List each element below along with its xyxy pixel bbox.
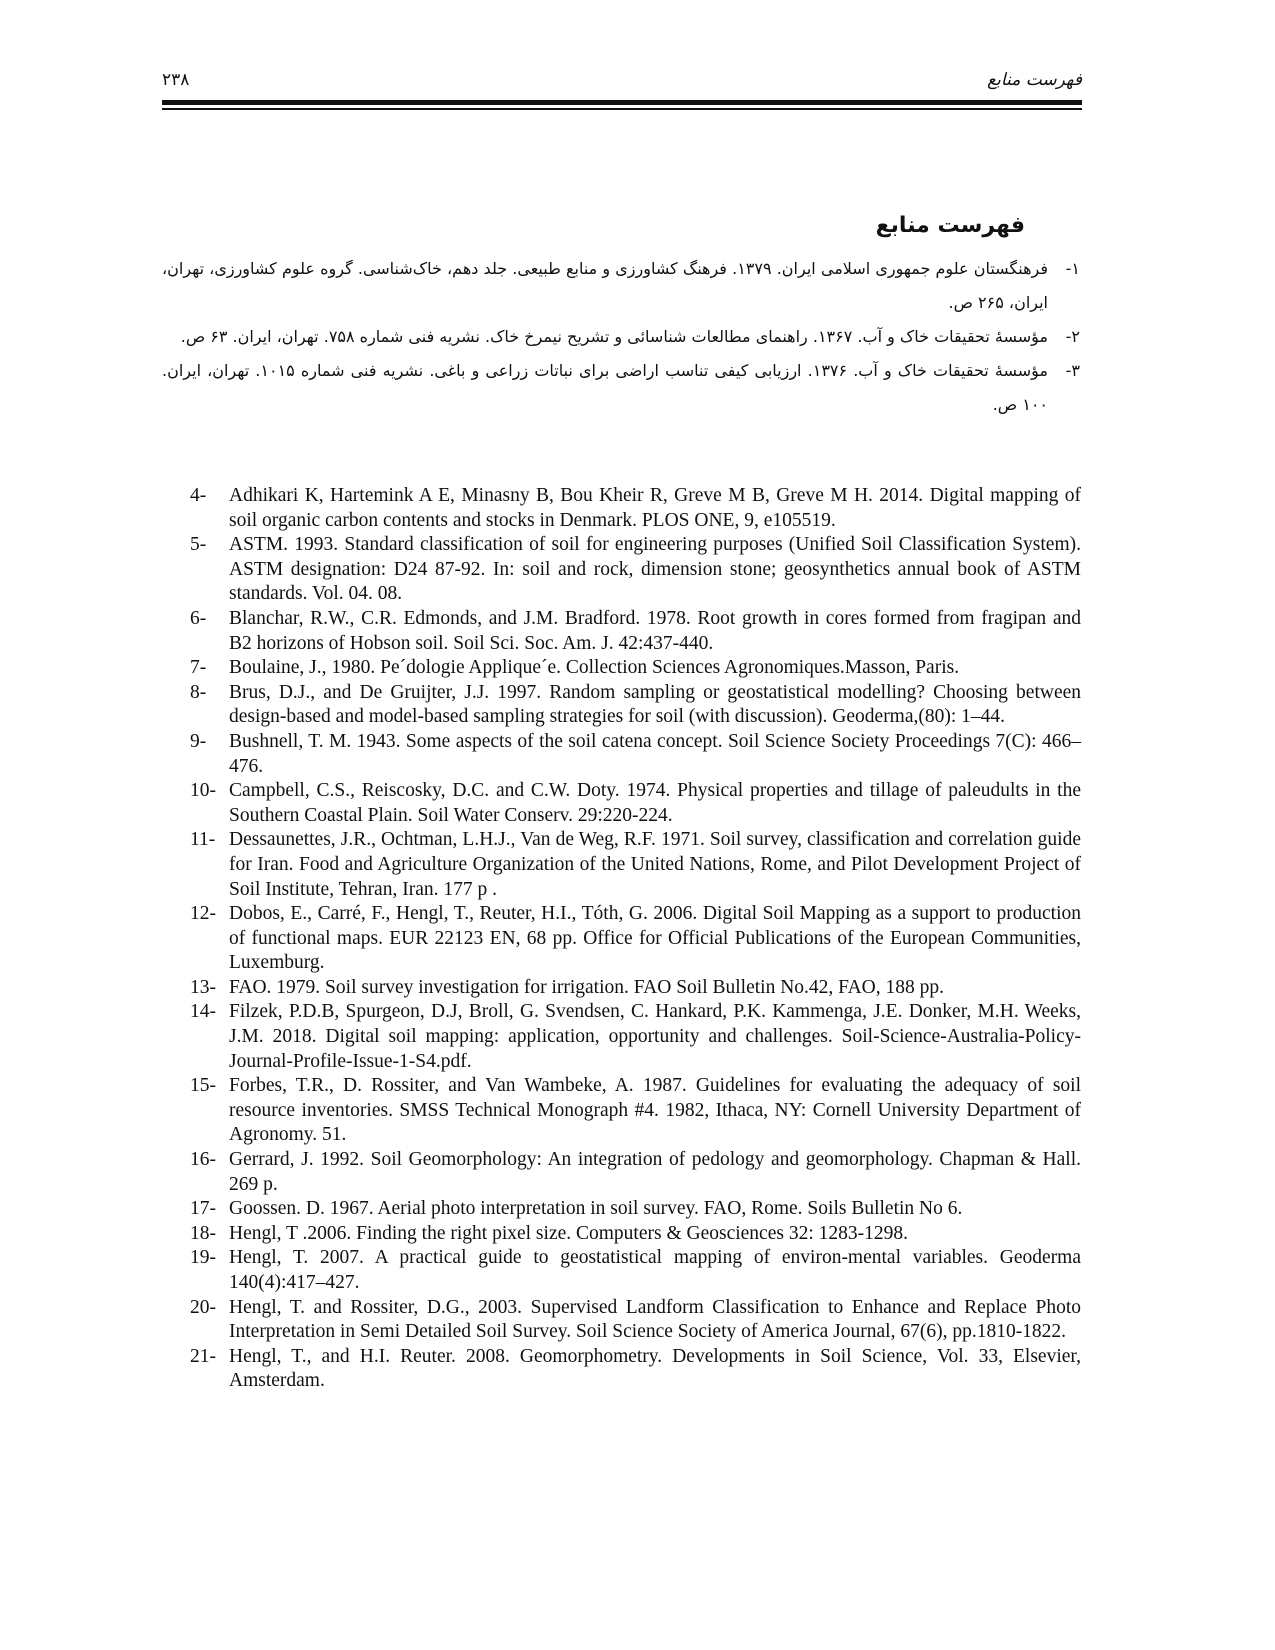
reference-text: Blanchar, R.W., C.R. Edmonds, and J.M. Bradford. 1978. Root growth in cores formed from fragipan and B2 horizons of Hobson soil. Soil Sci. Soc. Am. J. 42:437-440. bbox=[229, 607, 1081, 654]
reference-number: 13- bbox=[190, 976, 216, 998]
reference-number: 7- bbox=[190, 657, 207, 679]
reference-text: Hengl, T .2006. Finding the right pixel size. Computers & Geosciences 32: 1283-1298. bbox=[229, 1222, 908, 1244]
reference-text: Gerrard, J. 1992. Soil Geomorphology: An integration of pedology and geomorphology. Chapman & Hall. 269 p. bbox=[229, 1149, 1081, 1195]
reference-number: 10- bbox=[190, 780, 216, 802]
reference-item bbox=[190, 1222, 1081, 1247]
running-header bbox=[162, 70, 1082, 92]
reference-item bbox=[162, 354, 1080, 422]
reference-number: 9- bbox=[190, 730, 207, 752]
header-rule-thick bbox=[162, 100, 1082, 105]
reference-item bbox=[190, 1148, 1081, 1197]
reference-item bbox=[190, 1345, 1081, 1394]
reference-item bbox=[190, 1197, 1081, 1222]
reference-text: Hengl, T., and H.I. Reuter. 2008. Geomorphometry. Developments in Soil Science, Vol. 33, Elsevier, Amsterdam. bbox=[229, 1345, 1081, 1392]
reference-item bbox=[190, 607, 1081, 656]
reference-item bbox=[190, 1000, 1081, 1074]
reference-text: ASTM. 1993. Standard classification of soil for engineering purposes (Unified Soil Classification System). ASTM designation: D24 87-92. In: soil and rock, dimension stone; geosynthetics annual book of ASTM standards. Vol. 04. 08. bbox=[229, 534, 1081, 605]
reference-text: Forbes, T.R., D. Rossiter, and Van Wambeke, A. 1987. Guidelines for evaluating the adequacy of soil resource inventories. SMSS Technical Monograph #4. 1982, Ithaca, NY: Cornell University Department of Agronomy. 51. bbox=[229, 1075, 1081, 1146]
reference-number: 11- bbox=[190, 829, 216, 851]
reference-number: 14- bbox=[190, 1001, 216, 1023]
english-reference-list bbox=[190, 484, 1081, 1394]
reference-item bbox=[190, 533, 1081, 607]
persian-reference-list bbox=[162, 252, 1080, 422]
reference-number: 12- bbox=[190, 903, 216, 925]
reference-item bbox=[190, 976, 1081, 1001]
reference-item bbox=[190, 828, 1081, 902]
reference-text: Dobos, E., Carré, F., Hengl, T., Reuter, H.I., Tóth, G. 2006. Digital Soil Mapping as a support to production of functional maps. EUR 22123 EN, 68 pp. Office for Official Publications of the European Communities, Luxemburg. bbox=[229, 903, 1081, 974]
reference-item bbox=[190, 1074, 1081, 1148]
reference-number: 19- bbox=[190, 1247, 216, 1269]
reference-item bbox=[190, 779, 1081, 828]
reference-number: 20- bbox=[190, 1296, 216, 1318]
reference-number: ۲- bbox=[1065, 327, 1080, 346]
reference-number: 8- bbox=[190, 681, 207, 703]
reference-text: Dessaunettes, J.R., Ochtman, L.H.J., Van de Weg, R.F. 1971. Soil survey, classification and correlation guide for Iran. Food and Agriculture Organization of the United Nations, Rome, and Pilot Development Project of Soil Institute, Tehran, Iran. 177 p . bbox=[229, 829, 1081, 900]
reference-number: 21- bbox=[190, 1345, 216, 1367]
reference-number: ۱- bbox=[1065, 259, 1080, 278]
reference-item bbox=[190, 730, 1081, 779]
section-title: فهرست منابع bbox=[875, 213, 1025, 238]
reference-number: 6- bbox=[190, 607, 207, 629]
reference-text: Bushnell, T. M. 1943. Some aspects of the soil catena concept. Soil Science Society Proceedings 7(C): 466–476. bbox=[229, 730, 1081, 777]
reference-item bbox=[162, 320, 1080, 354]
reference-item bbox=[190, 656, 1081, 681]
reference-item bbox=[190, 1246, 1081, 1295]
reference-text: Goossen. D. 1967. Aerial photo interpretation in soil survey. FAO, Rome. Soils Bulletin No 6. bbox=[229, 1198, 963, 1220]
reference-text: Filzek, P.D.B, Spurgeon, D.J, Broll, G. Svendsen, C. Hankard, P.K. Kammenga, J.E. Donker, M.H. Weeks, J.M. 2018. Digital soil mapping: application, opportunity and challenges. Soil-Science-Australia-Policy-Journal-Profile-Issue-1-S4.pdf. bbox=[229, 1001, 1081, 1072]
reference-number: 5- bbox=[190, 534, 207, 556]
reference-item bbox=[190, 681, 1081, 730]
reference-number: 15- bbox=[190, 1075, 216, 1097]
reference-text: فرهنگستان علوم جمهوری اسلامی ایران. ۱۳۷۹. فرهنگ کشاورزی و منابع طبیعی. جلد دهم، خاک‌شناسی. گروه علوم کشاورزی، تهران، ایران، ۲۶۵ ص. bbox=[162, 259, 1049, 312]
reference-item bbox=[190, 484, 1081, 533]
reference-item bbox=[190, 902, 1081, 976]
reference-number: 4- bbox=[190, 485, 207, 506]
reference-text: FAO. 1979. Soil survey investigation for irrigation. FAO Soil Bulletin No.42, FAO, 188 pp. bbox=[229, 976, 944, 998]
reference-text: Adhikari K, Hartemink A E, Minasny B, Bou Kheir R, Greve M B, Greve M H. 2014. Digital mapping of soil organic carbon contents and stocks in Denmark. PLOS ONE, 9, e105519. bbox=[229, 485, 1081, 531]
reference-number: ۳- bbox=[1065, 361, 1080, 380]
reference-number: 18- bbox=[190, 1222, 216, 1244]
reference-number: 16- bbox=[190, 1149, 216, 1171]
reference-item bbox=[190, 1296, 1081, 1345]
reference-text: مؤسسهٔ تحقیقات خاک و آب. ۱۳۷۶. ارزیابی کیفی تناسب اراضی برای نباتات زراعی و باغی. نشریه فنی شماره ۱۰۱۵. تهران، ایران. ۱۰۰ ص. bbox=[162, 361, 1048, 414]
reference-item bbox=[162, 252, 1080, 320]
header-rule-thin bbox=[162, 108, 1082, 110]
page-number: ۲۳۸ bbox=[162, 70, 190, 90]
reference-text: Hengl, T. 2007. A practical guide to geostatistical mapping of environ-mental variables. Geoderma 140(4):417–427. bbox=[229, 1247, 1081, 1293]
reference-text: Brus, D.J., and De Gruijter, J.J. 1997. Random sampling or geostatistical modelling? Choosing between design-based and model-based sampling strategies for soil (with discussion). Geoderma,(80): 1–44. bbox=[229, 681, 1081, 728]
reference-text: مؤسسهٔ تحقیقات خاک و آب. ۱۳۶۷. راهنمای مطالعات شناسائی و تشریح نیمرخ خاک. نشریه فنی شماره ۷۵۸. تهران، ایران. ۶۳ ص. bbox=[180, 327, 1048, 346]
reference-text: Campbell, C.S., Reiscosky, D.C. and C.W. Doty. 1974. Physical properties and tillage of paleudults in the Southern Coastal Plain. Soil Water Conserv. 29:220-224. bbox=[229, 780, 1081, 826]
reference-number: 17- bbox=[190, 1198, 216, 1220]
reference-text: Hengl, T. and Rossiter, D.G., 2003. Supervised Landform Classification to Enhance and Replace Photo Interpretation in Semi Detailed Soil Survey. Soil Science Society of America Journal, 67(6), pp.1810-1822. bbox=[229, 1296, 1081, 1343]
running-title: فهرست منابع bbox=[987, 70, 1082, 90]
reference-text: Boulaine, J., 1980. Pe´dologie Applique´e. Collection Sciences Agronomiques.Masson, Paris. bbox=[229, 657, 960, 679]
